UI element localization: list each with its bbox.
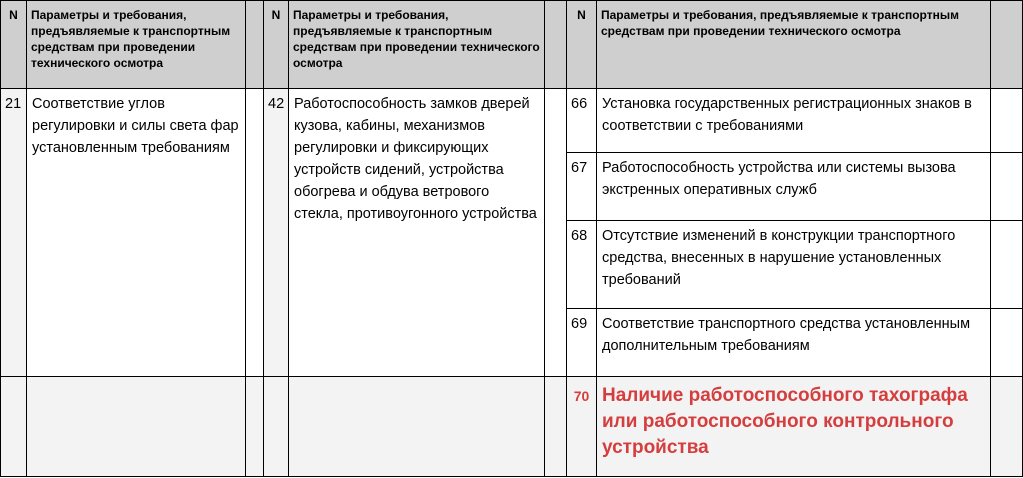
blank-cell bbox=[264, 377, 289, 477]
blank-cell bbox=[991, 153, 1023, 221]
header-blank-3 bbox=[991, 1, 1023, 89]
blank-cell bbox=[545, 377, 567, 477]
header-title-2: Параметры и требования, предъявляемые к транспортным средствам при проведении технического осмотра bbox=[289, 1, 545, 89]
row-text-42: Работоспособность замков дверей кузова, кабины, механизмов регулировки и фиксирующих устройств сидений, устройства обогрева и обдува ветрового стекла, противоугонного устройства bbox=[289, 89, 545, 377]
row-text-68: Отсутствие изменений в конструкции транспортного средства, внесенных в нарушение установленных требований bbox=[597, 221, 991, 309]
row-num-42: 42 bbox=[264, 89, 289, 377]
row-num-68: 68 bbox=[567, 221, 597, 309]
blank-cell bbox=[27, 377, 246, 477]
table-row-highlight bbox=[1, 377, 1023, 477]
row-num-70: 70 bbox=[567, 377, 597, 477]
header-title-3: Параметры и требования, предъявляемые к транспортным средствам при проведении технического осмотра bbox=[597, 1, 991, 89]
header-title-1: Параметры и требования, предъявляемые к транспортным средствам при проведении технического осмотра bbox=[27, 1, 246, 89]
header-n-1: N bbox=[1, 1, 27, 89]
blank-cell bbox=[991, 89, 1023, 153]
row-num-21: 21 bbox=[1, 89, 27, 377]
blank-cell bbox=[991, 221, 1023, 309]
row-text-66: Установка государственных регистрационных знаков в соответствии с требованиями bbox=[597, 89, 991, 153]
header-n-3: N bbox=[567, 1, 597, 89]
header-blank-1 bbox=[246, 1, 264, 89]
header-blank-2 bbox=[545, 1, 567, 89]
table-header-row bbox=[1, 1, 1023, 89]
row-text-21: Соответствие углов регулировки и силы света фар установленным требованиям bbox=[27, 89, 246, 377]
row-num-67: 67 bbox=[567, 153, 597, 221]
row-text-70: Наличие работоспособного тахографа или работоспособного контрольного устройства bbox=[597, 377, 991, 477]
blank-cell bbox=[991, 377, 1023, 477]
row-text-69: Соответствие транспортного средства установленным дополнительным требованиям bbox=[597, 309, 991, 377]
blank-cell bbox=[246, 377, 264, 477]
table-row bbox=[1, 89, 1023, 153]
blank-cell bbox=[246, 89, 264, 377]
row-num-66: 66 bbox=[567, 89, 597, 153]
blank-cell bbox=[545, 89, 567, 377]
blank-cell bbox=[1, 377, 27, 477]
blank-cell bbox=[289, 377, 545, 477]
blank-cell bbox=[991, 309, 1023, 377]
row-num-69: 69 bbox=[567, 309, 597, 377]
row-text-67: Работоспособность устройства или системы вызова экстренных оперативных служб bbox=[597, 153, 991, 221]
header-n-2: N bbox=[264, 1, 289, 89]
